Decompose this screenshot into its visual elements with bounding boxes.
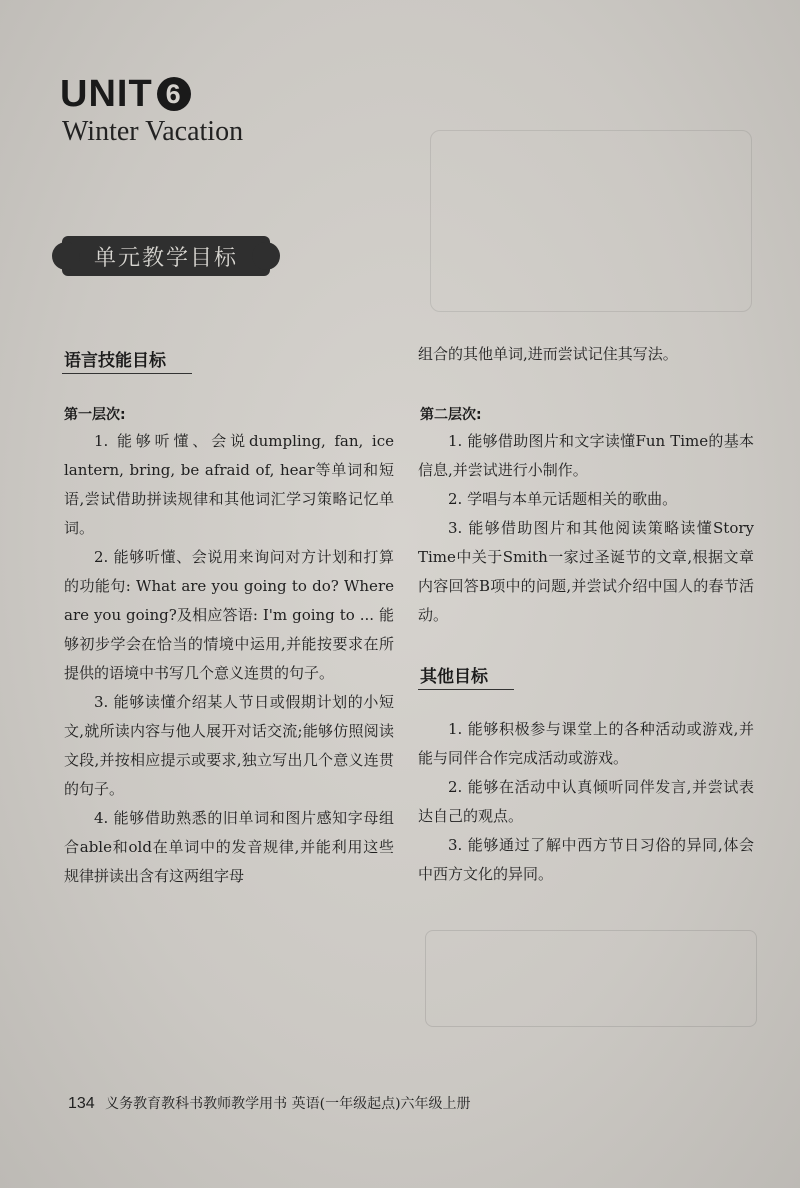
level2-list [418, 427, 754, 630]
level2-heading: 第二层次: [420, 407, 482, 423]
book-title: 义务教育教科书教师教学用书 英语(一年级起点)六年级上册 [105, 1096, 471, 1112]
list-item: 1. 能够借助图片和文字读懂Fun Time的基本信息,并尝试进行小制作。 [418, 432, 754, 479]
list-item: 3. 能够读懂介绍某人节日或假期计划的小短文,就所读内容与他人展开对话交流;能够仿照阅读文段,并按相应提示或要求,独立写出几个意义连贯的句子。 [64, 693, 394, 798]
heading-underline [418, 689, 514, 690]
level1-list [64, 427, 394, 891]
list-item: 3. 能够通过了解中西方节日习俗的异同,体会中西方文化的异同。 [418, 836, 754, 883]
list-item: 4. 能够借助熟悉的旧单词和图片感知字母组合able和old在单词中的发音规律,并能利用这些规律拼读出含有这两组字母 [64, 809, 394, 885]
list-item: 2. 学唱与本单元话题相关的歌曲。 [448, 490, 678, 508]
list-item: 1. 能够积极参与课堂上的各种活动或游戏,并能与同伴合作完成活动或游戏。 [418, 720, 754, 767]
page-number: 134 [68, 1095, 95, 1112]
unit-label [60, 72, 191, 116]
continuation-text [418, 340, 754, 369]
language-skills-heading: 语言技能目标 [64, 351, 166, 371]
page-footer [68, 1093, 471, 1113]
list-item: 3. 能够借助图片和其他阅读策略读懂Story Time中关于Smith一家过圣诞节的文章,根据文章内容回答B项中的问题,并尝试介绍中国人的春节活动。 [418, 519, 754, 624]
unit-number-badge: 6 [157, 77, 191, 111]
list-item-continuation: 组合的其他单词,进而尝试记住其写法。 [418, 345, 678, 363]
other-goals-heading: 其他目标 [420, 667, 488, 687]
heading-underline [62, 373, 192, 374]
section-banner: 单元教学目标 [62, 236, 270, 276]
list-item: 2. 能够在活动中认真倾听同伴发言,并尝试表达自己的观点。 [418, 778, 754, 825]
unit-word: UNIT [60, 72, 153, 115]
bleed-through-box [430, 130, 752, 312]
list-item: 2. 能够听懂、会说用来询问对方计划和打算的功能句: What are you going to do? Where are you going?及相应答语: I'm going to ... 能够初步学会在恰当的情境中运用,并能按要求在所提供的语境中书写几个意义连贯的句子。 [64, 548, 394, 682]
unit-title: Winter Vacation [62, 116, 244, 147]
level1-heading: 第一层次: [64, 407, 126, 423]
list-item: 1. 能够听懂、会说dumpling, fan, ice lantern, bring, be afraid of, hear等单词和短语,尝试借助拼读规律和其他词汇学习策略记忆单词。 [64, 432, 394, 537]
other-goals-list [418, 715, 754, 889]
bleed-through-box [425, 930, 757, 1027]
